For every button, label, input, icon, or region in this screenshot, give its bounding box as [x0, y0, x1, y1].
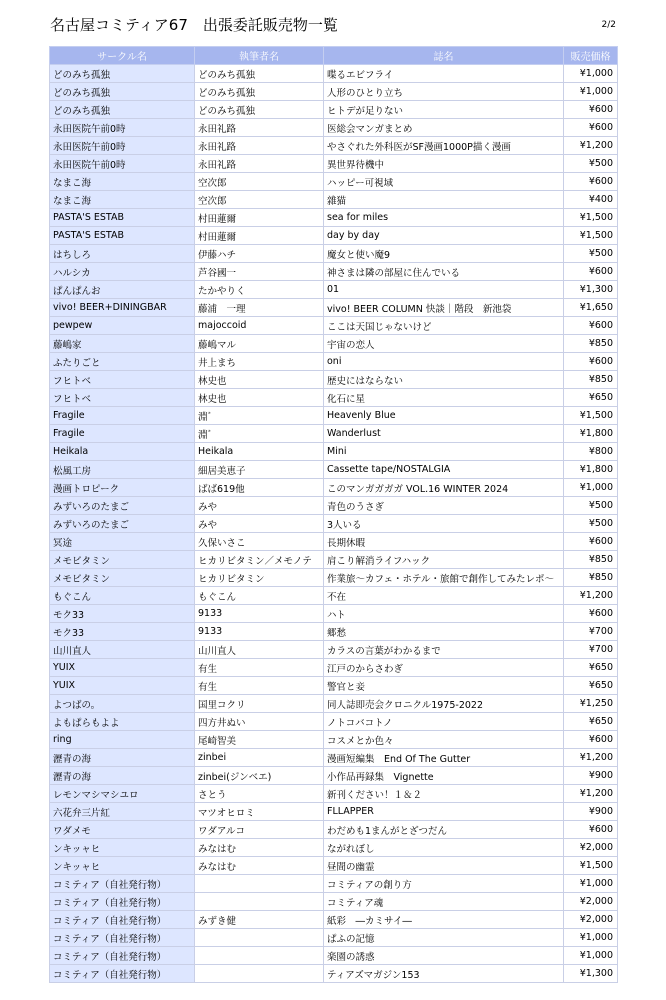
- circle-name-cell: フヒトベ: [50, 371, 195, 389]
- author-name-cell: 尾崎智美: [195, 731, 324, 749]
- circle-name-cell: ring: [50, 731, 195, 749]
- book-title-cell: FLLAPPER: [324, 803, 564, 821]
- table-row: [50, 191, 618, 209]
- circle-name-cell: 永田医院午前0時: [50, 119, 195, 137]
- book-title-cell: わだめも1まんがとざつだん: [324, 821, 564, 839]
- author-name-cell: 国里コクリ: [195, 695, 324, 713]
- book-title-cell: コミティア魂: [324, 893, 564, 911]
- price-cell: ¥2,000: [564, 839, 618, 857]
- circle-name-cell: メモビタミン: [50, 551, 195, 569]
- circle-name-cell: コミティア（自社発行物）: [50, 893, 195, 911]
- circle-name-cell: ワダメモ: [50, 821, 195, 839]
- circle-name-cell: Fragile: [50, 425, 195, 443]
- table-row: [50, 713, 618, 731]
- author-name-cell: 藤嶋マル: [195, 335, 324, 353]
- price-cell: ¥1,000: [564, 65, 618, 83]
- table-row: [50, 839, 618, 857]
- book-title-cell: 不在: [324, 587, 564, 605]
- circle-name-cell: PASTA'S ESTAB: [50, 227, 195, 245]
- author-name-cell: みずき健: [195, 911, 324, 929]
- book-title-cell: 小作品再録集 Vignette: [324, 767, 564, 785]
- table-row: [50, 245, 618, 263]
- author-name-cell: 永田礼路: [195, 119, 324, 137]
- book-title-cell: 警官と妾: [324, 677, 564, 695]
- author-name-cell: ヒカリビタミン／メモノテ: [195, 551, 324, 569]
- table-header-row: [50, 47, 618, 65]
- author-name-cell: 林史也: [195, 389, 324, 407]
- circle-name-cell: 瀝青の海: [50, 767, 195, 785]
- circle-name-cell: YUIX: [50, 677, 195, 695]
- author-name-cell: zinbei(ジンベエ): [195, 767, 324, 785]
- circle-name-cell: フヒトベ: [50, 389, 195, 407]
- price-cell: ¥850: [564, 551, 618, 569]
- table-row: [50, 623, 618, 641]
- circle-name-cell: 冥途: [50, 533, 195, 551]
- circle-name-cell: PASTA'S ESTAB: [50, 209, 195, 227]
- circle-name-cell: はちしろ: [50, 245, 195, 263]
- book-title-cell: やさぐれた外科医がSF漫画1000P描く漫画: [324, 137, 564, 155]
- table-row: [50, 947, 618, 965]
- table-row: [50, 587, 618, 605]
- price-cell: ¥1,000: [564, 929, 618, 947]
- circle-name-cell: モク33: [50, 623, 195, 641]
- author-name-cell: みなはむ: [195, 839, 324, 857]
- table-row: [50, 893, 618, 911]
- author-name-cell: どのみち孤独: [195, 83, 324, 101]
- circle-name-cell: 永田医院午前0時: [50, 137, 195, 155]
- price-cell: ¥1,300: [564, 965, 618, 983]
- book-title-cell: コミティアの創り方: [324, 875, 564, 893]
- circle-name-cell: ンキッャヒ: [50, 839, 195, 857]
- author-name-cell: 9133: [195, 623, 324, 641]
- table-row: [50, 209, 618, 227]
- table-row: [50, 281, 618, 299]
- book-title-cell: 紙彩 ―カミサイ―: [324, 911, 564, 929]
- price-cell: ¥1,000: [564, 947, 618, 965]
- author-name-cell: みや: [195, 497, 324, 515]
- book-title-cell: 化石に星: [324, 389, 564, 407]
- author-name-cell: zinbei: [195, 749, 324, 767]
- circle-name-cell: 藤嶋家: [50, 335, 195, 353]
- circle-name-cell: なまこ海: [50, 173, 195, 191]
- book-title-cell: 雜猫: [324, 191, 564, 209]
- circle-name-cell: モク33: [50, 605, 195, 623]
- author-name-cell: 空次郎: [195, 191, 324, 209]
- price-cell: ¥1,500: [564, 209, 618, 227]
- table-row: [50, 65, 618, 83]
- price-cell: ¥600: [564, 263, 618, 281]
- price-cell: ¥1,650: [564, 299, 618, 317]
- author-name-cell: 藤浦 一理: [195, 299, 324, 317]
- price-cell: ¥600: [564, 101, 618, 119]
- book-title-cell: 宇宙の恋人: [324, 335, 564, 353]
- circle-name-cell: みずいろのたまご: [50, 497, 195, 515]
- table-row: [50, 911, 618, 929]
- table-row: [50, 515, 618, 533]
- author-name-cell: みや: [195, 515, 324, 533]
- table-row: [50, 479, 618, 497]
- price-cell: ¥500: [564, 515, 618, 533]
- book-title-cell: ノトコバコトノ: [324, 713, 564, 731]
- author-name-cell: [195, 947, 324, 965]
- table-row: [50, 389, 618, 407]
- book-title-cell: コスメとか色々: [324, 731, 564, 749]
- price-cell: ¥700: [564, 641, 618, 659]
- book-title-cell: ハト: [324, 605, 564, 623]
- circle-name-cell: よもぱらもよよ: [50, 713, 195, 731]
- book-title-cell: 郷愁: [324, 623, 564, 641]
- price-cell: ¥850: [564, 371, 618, 389]
- price-cell: ¥600: [564, 731, 618, 749]
- author-name-cell: 山川直人: [195, 641, 324, 659]
- consignment-table: [49, 46, 618, 983]
- table-row: [50, 461, 618, 479]
- price-cell: ¥1,800: [564, 461, 618, 479]
- circle-name-cell: なまこ海: [50, 191, 195, 209]
- table-row: [50, 749, 618, 767]
- author-name-cell: Heikala: [195, 443, 324, 461]
- price-cell: ¥650: [564, 713, 618, 731]
- author-name-cell: 村田蓮爾: [195, 227, 324, 245]
- author-name-cell: 淵゛: [195, 407, 324, 425]
- author-name-cell: マツオヒロミ: [195, 803, 324, 821]
- circle-name-cell: どのみち孤独: [50, 83, 195, 101]
- table-row: [50, 407, 618, 425]
- author-name-cell: さとう: [195, 785, 324, 803]
- book-title-cell: 漫画短編集 End Of The Gutter: [324, 749, 564, 767]
- book-title-cell: ヒトデが足りない: [324, 101, 564, 119]
- book-title-cell: 新刊ください！１＆２: [324, 785, 564, 803]
- price-cell: ¥650: [564, 389, 618, 407]
- price-cell: ¥500: [564, 497, 618, 515]
- table-row: [50, 695, 618, 713]
- book-title-cell: 楽園の誘惑: [324, 947, 564, 965]
- book-title-cell: oni: [324, 353, 564, 371]
- author-name-cell: 井上まち: [195, 353, 324, 371]
- page-number: 2/2: [601, 20, 616, 30]
- price-cell: ¥400: [564, 191, 618, 209]
- circle-name-cell: どのみち孤独: [50, 65, 195, 83]
- price-cell: ¥2,000: [564, 911, 618, 929]
- table-row: [50, 263, 618, 281]
- book-title-cell: Heavenly Blue: [324, 407, 564, 425]
- table-row: [50, 83, 618, 101]
- book-title-cell: 喋るエビフライ: [324, 65, 564, 83]
- book-title-cell: 01: [324, 281, 564, 299]
- price-cell: ¥600: [564, 173, 618, 191]
- circle-name-cell: コミティア（自社発行物）: [50, 965, 195, 983]
- header-price: 販売価格: [564, 47, 618, 65]
- circle-name-cell: 漫画トロピーク: [50, 479, 195, 497]
- circle-name-cell: メモビタミン: [50, 569, 195, 587]
- table-row: [50, 335, 618, 353]
- price-cell: ¥1,250: [564, 695, 618, 713]
- author-name-cell: 永田礼路: [195, 137, 324, 155]
- table-row: [50, 353, 618, 371]
- table-row: [50, 821, 618, 839]
- author-name-cell: [195, 893, 324, 911]
- author-name-cell: 永田礼路: [195, 155, 324, 173]
- table-row: [50, 641, 618, 659]
- book-title-cell: 人形のひとり立ち: [324, 83, 564, 101]
- price-cell: ¥1,200: [564, 785, 618, 803]
- author-name-cell: どのみち孤独: [195, 65, 324, 83]
- price-cell: ¥900: [564, 803, 618, 821]
- circle-name-cell: よつばの。: [50, 695, 195, 713]
- price-cell: ¥650: [564, 659, 618, 677]
- author-name-cell: 有生: [195, 659, 324, 677]
- author-name-cell: ばば619他: [195, 479, 324, 497]
- book-title-cell: 魔女と使い魔9: [324, 245, 564, 263]
- book-title-cell: 長期休暇: [324, 533, 564, 551]
- price-cell: ¥600: [564, 119, 618, 137]
- price-cell: ¥1,300: [564, 281, 618, 299]
- book-title-cell: ティアズマガジン153: [324, 965, 564, 983]
- author-name-cell: 四方井ぬい: [195, 713, 324, 731]
- author-name-cell: 伊藤ハチ: [195, 245, 324, 263]
- table-row: [50, 299, 618, 317]
- table-row: [50, 317, 618, 335]
- table-row: [50, 731, 618, 749]
- book-title-cell: 医総会マンガまとめ: [324, 119, 564, 137]
- price-cell: ¥1,200: [564, 587, 618, 605]
- book-title-cell: カラスの言葉がわかるまで: [324, 641, 564, 659]
- price-cell: ¥2,000: [564, 893, 618, 911]
- price-cell: ¥1,200: [564, 137, 618, 155]
- author-name-cell: 村田蓮爾: [195, 209, 324, 227]
- table-row: [50, 929, 618, 947]
- circle-name-cell: 松風工房: [50, 461, 195, 479]
- table-row: [50, 497, 618, 515]
- circle-name-cell: vivo! BEER+DININGBAR: [50, 299, 195, 317]
- circle-name-cell: 山川直人: [50, 641, 195, 659]
- circle-name-cell: どのみち孤独: [50, 101, 195, 119]
- circle-name-cell: Fragile: [50, 407, 195, 425]
- price-cell: ¥500: [564, 155, 618, 173]
- author-name-cell: どのみち孤独: [195, 101, 324, 119]
- author-name-cell: 9133: [195, 605, 324, 623]
- author-name-cell: [195, 965, 324, 983]
- header-author-name: 執筆者名: [195, 47, 324, 65]
- circle-name-cell: 永田医院午前0時: [50, 155, 195, 173]
- circle-name-cell: コミティア（自社発行物）: [50, 929, 195, 947]
- price-cell: ¥850: [564, 335, 618, 353]
- author-name-cell: 淵゛: [195, 425, 324, 443]
- price-cell: ¥1,500: [564, 407, 618, 425]
- price-cell: ¥650: [564, 677, 618, 695]
- table-row: [50, 803, 618, 821]
- circle-name-cell: コミティア（自社発行物）: [50, 947, 195, 965]
- author-name-cell: 久保いさこ: [195, 533, 324, 551]
- circle-name-cell: ぱんぱんお: [50, 281, 195, 299]
- circle-name-cell: pewpew: [50, 317, 195, 335]
- table-row: [50, 785, 618, 803]
- book-title-cell: 昼間の幽霊: [324, 857, 564, 875]
- price-cell: ¥600: [564, 605, 618, 623]
- book-title-cell: vivo! BEER COLUMN 快談｜階段 新池袋: [324, 299, 564, 317]
- book-title-cell: 青色のうさぎ: [324, 497, 564, 515]
- price-cell: ¥1,500: [564, 227, 618, 245]
- table-row: [50, 569, 618, 587]
- circle-name-cell: ふたりごと: [50, 353, 195, 371]
- author-name-cell: もぐこん: [195, 587, 324, 605]
- author-name-cell: ヒカリビタミン: [195, 569, 324, 587]
- book-title-cell: Wanderlust: [324, 425, 564, 443]
- book-title-cell: Cassette tape/NOSTALGIA: [324, 461, 564, 479]
- price-cell: ¥600: [564, 821, 618, 839]
- book-title-cell: 同人誌即売会クロニクル1975-2022: [324, 695, 564, 713]
- table-row: [50, 677, 618, 695]
- book-title-cell: Mini: [324, 443, 564, 461]
- circle-name-cell: レモンマシマシユロ: [50, 785, 195, 803]
- circle-name-cell: コミティア（自社発行物）: [50, 911, 195, 929]
- price-cell: ¥1,000: [564, 875, 618, 893]
- book-title-cell: ハッピー可視域: [324, 173, 564, 191]
- table-row: [50, 767, 618, 785]
- book-title-cell: sea for miles: [324, 209, 564, 227]
- price-cell: ¥1,500: [564, 857, 618, 875]
- price-cell: ¥600: [564, 317, 618, 335]
- table-row: [50, 857, 618, 875]
- book-title-cell: 3人いる: [324, 515, 564, 533]
- circle-name-cell: YUIX: [50, 659, 195, 677]
- price-cell: ¥1,200: [564, 749, 618, 767]
- book-title-cell: 江戸のからさわぎ: [324, 659, 564, 677]
- circle-name-cell: みずいろのたまご: [50, 515, 195, 533]
- price-cell: ¥1,800: [564, 425, 618, 443]
- table-row: [50, 605, 618, 623]
- table-row: [50, 875, 618, 893]
- book-title-cell: 歴史にはならない: [324, 371, 564, 389]
- circle-name-cell: 瀝青の海: [50, 749, 195, 767]
- book-title-cell: 神さまは隣の部屋に住んでいる: [324, 263, 564, 281]
- circle-name-cell: ハルシカ: [50, 263, 195, 281]
- circle-name-cell: Heikala: [50, 443, 195, 461]
- book-title-cell: ここは天国じゃないけど: [324, 317, 564, 335]
- book-title-cell: ながれぼし: [324, 839, 564, 857]
- table-row: [50, 425, 618, 443]
- table-row: [50, 101, 618, 119]
- table-row: [50, 155, 618, 173]
- table-row: [50, 443, 618, 461]
- price-cell: ¥850: [564, 569, 618, 587]
- table-row: [50, 119, 618, 137]
- price-cell: ¥1,000: [564, 83, 618, 101]
- author-name-cell: majoccoid: [195, 317, 324, 335]
- table-row: [50, 551, 618, 569]
- book-title-cell: 異世界待機中: [324, 155, 564, 173]
- page-title: 名古屋コミティア67 出張委託販売物一覧: [50, 16, 338, 34]
- table-row: [50, 533, 618, 551]
- price-cell: ¥700: [564, 623, 618, 641]
- circle-name-cell: コミティア（自社発行物）: [50, 875, 195, 893]
- author-name-cell: 細居美恵子: [195, 461, 324, 479]
- author-name-cell: ワダアルコ: [195, 821, 324, 839]
- header-book-title: 誌名: [324, 47, 564, 65]
- book-title-cell: ぱふの記憶: [324, 929, 564, 947]
- table-row: [50, 173, 618, 191]
- book-title-cell: day by day: [324, 227, 564, 245]
- author-name-cell: [195, 929, 324, 947]
- author-name-cell: 芦谷國一: [195, 263, 324, 281]
- table-row: [50, 371, 618, 389]
- price-cell: ¥600: [564, 353, 618, 371]
- price-cell: ¥600: [564, 533, 618, 551]
- table-row: [50, 659, 618, 677]
- author-name-cell: [195, 875, 324, 893]
- price-cell: ¥1,000: [564, 479, 618, 497]
- circle-name-cell: ンキッャヒ: [50, 857, 195, 875]
- author-name-cell: 空次郎: [195, 173, 324, 191]
- author-name-cell: 林史也: [195, 371, 324, 389]
- book-title-cell: このマンガガガガ VOL.16 WINTER 2024: [324, 479, 564, 497]
- header-circle-name: サークル名: [50, 47, 195, 65]
- book-title-cell: 作業旅～カフェ・ホテル・旅館で創作してみたレポ～: [324, 569, 564, 587]
- price-cell: ¥900: [564, 767, 618, 785]
- table-row: [50, 137, 618, 155]
- price-cell: ¥800: [564, 443, 618, 461]
- price-cell: ¥500: [564, 245, 618, 263]
- author-name-cell: たかやりく: [195, 281, 324, 299]
- table-row: [50, 965, 618, 983]
- author-name-cell: 有生: [195, 677, 324, 695]
- circle-name-cell: もぐこん: [50, 587, 195, 605]
- table-row: [50, 227, 618, 245]
- author-name-cell: みなはむ: [195, 857, 324, 875]
- book-title-cell: 肩こり解消ライフハック: [324, 551, 564, 569]
- circle-name-cell: 六花弁三片紅: [50, 803, 195, 821]
